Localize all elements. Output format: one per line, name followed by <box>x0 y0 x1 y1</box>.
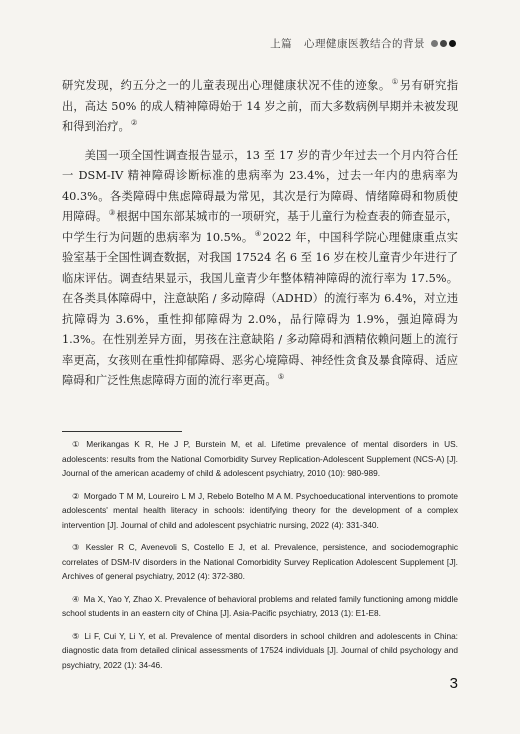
body-text <box>62 76 458 392</box>
footnote-2: ② Morgado T M M, Loureiro L M J, Rebelo Botelho M A M. Psychoeducational interventions to promote adolescents' mental health literacy in schools: identifying theory for the development of a complex intervention [J]. Journal of child and adolescent psychiatric nursing, 2022 (4): 331-340. <box>62 490 458 530</box>
footnote-4: ④ Ma X, Yao Y, Zhao X. Prevalence of behavioral problems and related family functioning among middle school students in an eastern city of China [J]. Asia-Pacific psychiatry, 2013 (1): E1-E8. <box>62 593 458 618</box>
page-number: 3 <box>449 675 458 692</box>
footnote-ref-2[interactable]: ② <box>130 118 138 128</box>
footnote-5: ⑤ Li F, Cui Y, Li Y, et al. Prevalence of mental disorders in school children and adolescents in China: diagnostic data from detailed clinical assessments of 17524 individuals [J]. Journal of child psychology and psychiatry, 2022 (1): 34-46. <box>62 630 458 670</box>
paragraph-1: 研究发现，约五分之一的儿童表现出心理健康状况不佳的迹象。①另有研究指出，高达 50% 的成人精神障碍始于 14 岁之前，而大多数病例早期并未被发现和得到治疗。② <box>62 77 458 133</box>
paragraph-2: 美国一项全国性调查报告显示，13 至 17 岁的青少年过去一个月内符合任一 DSM-IV 精神障碍诊断标准的患病率为 23.4%，过去一年内的患病率为 40.3%。各类障碍中焦虑障碍最为常见，其次是行为障碍、情绪障碍和物质使用障碍。③根据中国东部某城市的一项研究，基于儿童行为检查表的筛查显示，中学生行为问题的患病率为 10.5%。④2022 年，中国科学院心理健康重点实验室基于全国性调查数据，对我国 17524 名 6 至 16 岁在校儿童青少年进行了临床评估。调查结果显示，我国儿童青少年整体精神障碍的流行率为 17.5%。在各类具体障碍中，注意缺陷 / 多动障碍（ADHD）的流行率为 6.4%，对立违抗障碍为 3.6%，重性抑郁障碍为 2.0%，品行障碍为 1.9%，强迫障碍为 1.3%。在性别差异方面，男孩在注意缺陷 / 多动障碍和酒精依赖问题上的流行率更高，女孩则在重性抑郁障碍、恶劣心境障碍、神经性贪食及暴食障碍、适应障碍和广泛性焦虑障碍方面的流行率更高。⑤ <box>62 148 459 387</box>
footnote-divider <box>62 431 182 432</box>
header-part: 上篇 <box>270 38 293 50</box>
footnote-3: ③ Kessler R C, Avenevoli S, Costello E J, et al. Prevalence, persistence, and sociodemographic correlates of DSM-IV disorders in the National Comorbidity Survey Replication Adolescent Supplement [J]. Archives of general psychiatry, 2012 (4): 372-380. <box>62 542 458 581</box>
footnote-ref-4[interactable]: ④ <box>254 228 262 238</box>
running-header <box>270 36 456 51</box>
footnote-ref-3[interactable]: ③ <box>108 208 116 218</box>
footnote-ref-1[interactable]: ① <box>391 77 399 87</box>
footnotes <box>62 437 458 680</box>
footnote-1: ① Merikangas K R, He J P, Burstein M, et al. Lifetime prevalence of mental disorders in US. adolescents: results from the National Comorbidity Survey Replication-Adolescent Supplement (NCS-A) [J]. Journal of the american academy of child & adolescent psychiatry, 2010 (10): 980-989. <box>62 439 458 478</box>
footnote-ref-5[interactable]: ⑤ <box>277 372 285 382</box>
header-dots-icon <box>431 40 456 47</box>
header-title: 心理健康医教结合的背景 <box>304 38 425 50</box>
